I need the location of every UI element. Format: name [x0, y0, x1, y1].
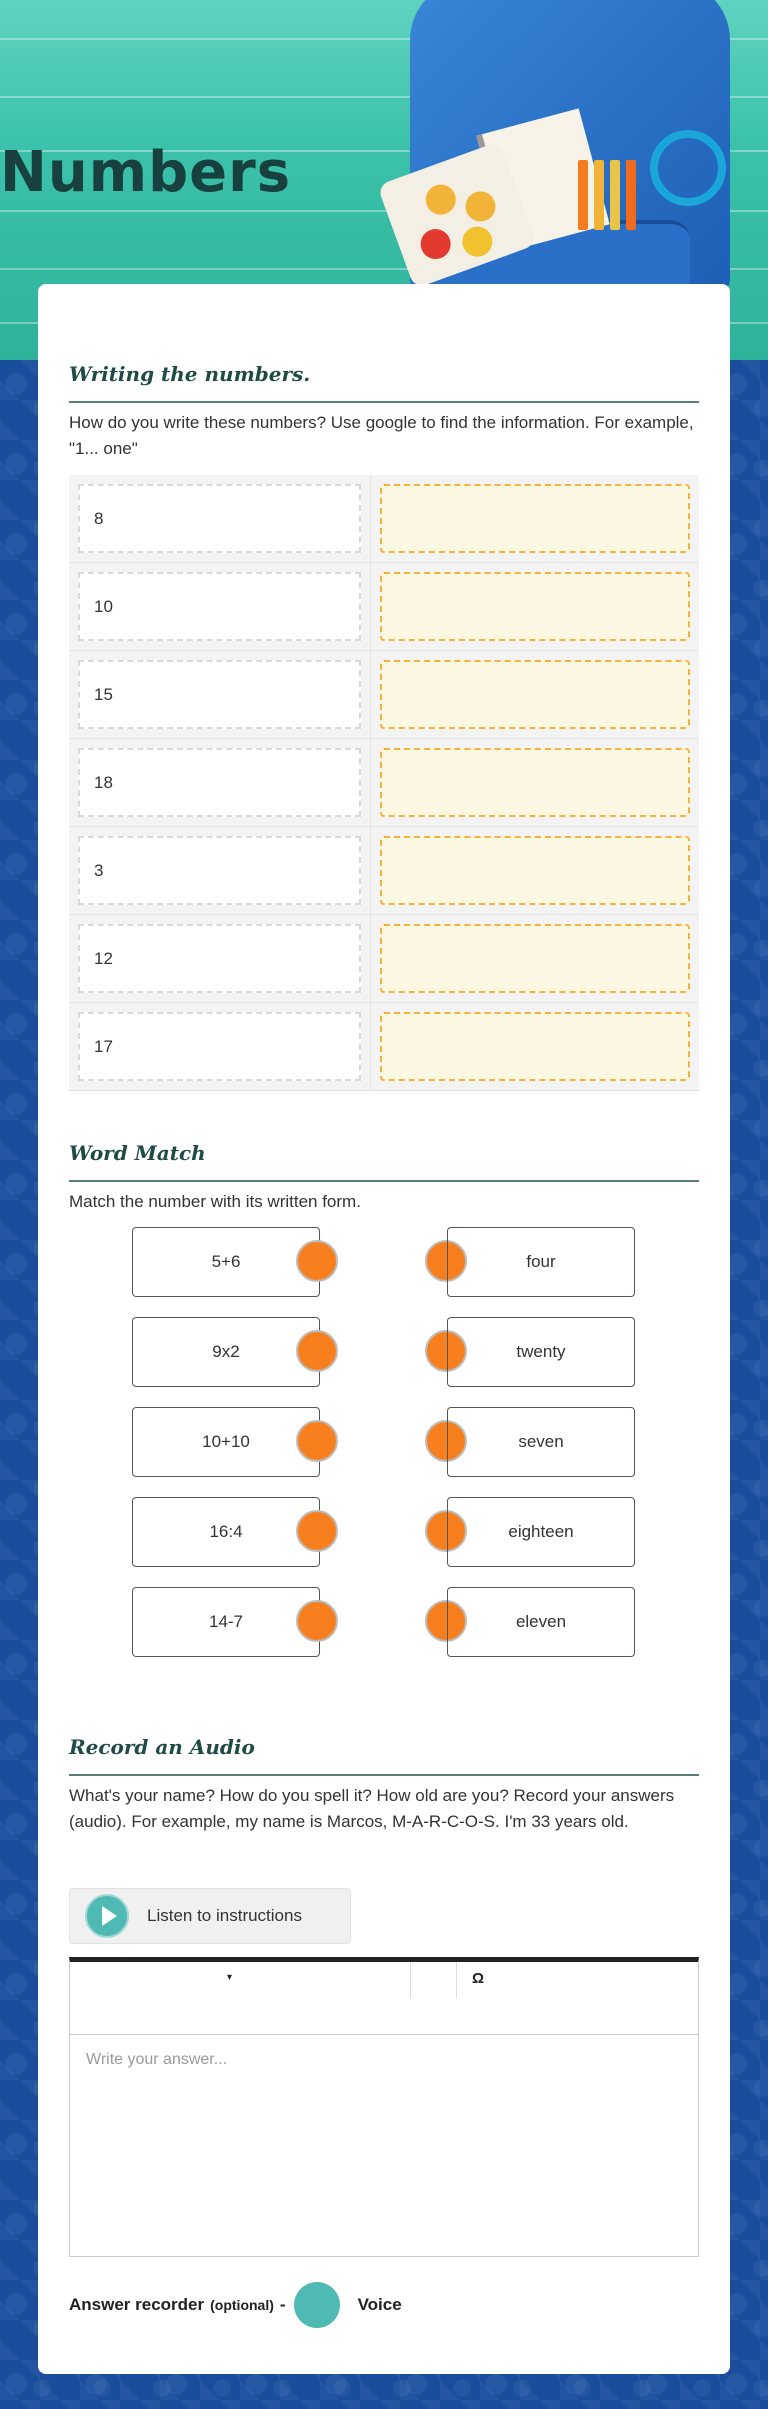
- section-title-record-audio: Record an Audio: [69, 1735, 255, 1759]
- match-connector-left[interactable]: [296, 1330, 338, 1372]
- answer-field[interactable]: [380, 924, 690, 993]
- number-cell: 18: [78, 748, 361, 817]
- table-row: [69, 827, 699, 915]
- number-cell: 10: [78, 572, 361, 641]
- page-title: Numbers: [0, 140, 292, 205]
- match-left-item[interactable]: 5+6: [132, 1227, 320, 1297]
- match-connector-left[interactable]: [296, 1510, 338, 1552]
- number-cell: 8: [78, 484, 361, 553]
- table-row: [69, 563, 699, 651]
- recorder-optional-label: (optional): [210, 2297, 274, 2313]
- match-pair-row: [132, 1587, 632, 1657]
- table-row: [69, 651, 699, 739]
- table-row: [69, 915, 699, 1003]
- answer-field[interactable]: [380, 572, 690, 641]
- match-connector-left[interactable]: [296, 1600, 338, 1642]
- answer-recorder: Answer recorder (optional) - Voice: [69, 2280, 402, 2330]
- section-divider: [69, 1180, 699, 1182]
- editor-toolbar: [70, 1962, 698, 2035]
- number-cell: 12: [78, 924, 361, 993]
- section-title-writing: Writing the numbers.: [69, 362, 311, 386]
- match-pair-row: [132, 1227, 632, 1297]
- match-left-item[interactable]: 16:4: [132, 1497, 320, 1567]
- format-dropdown-caret-icon[interactable]: ▾: [227, 1972, 233, 1983]
- answer-field[interactable]: [380, 1012, 690, 1081]
- section-divider: [69, 401, 699, 403]
- section-instructions-audio: What's your name? How do you spell it? How old are you? Record your answers (audio). For example, my name is Marcos, M-A-R-C-O-S. I'm 33 years old.: [69, 1786, 675, 1831]
- table-row: [69, 1003, 699, 1091]
- answer-textarea[interactable]: Write your answer...: [86, 2051, 228, 2068]
- match-left-item[interactable]: 14-7: [132, 1587, 320, 1657]
- scissors-illustration: [650, 130, 726, 206]
- match-left-item[interactable]: 10+10: [132, 1407, 320, 1477]
- recorder-label: Answer recorder: [69, 2295, 205, 2314]
- table-row: [69, 475, 699, 563]
- match-right-item[interactable]: eighteen: [447, 1497, 635, 1567]
- listen-instructions-button[interactable]: [69, 1888, 351, 1944]
- number-cell: 15: [78, 660, 361, 729]
- answer-field[interactable]: [380, 484, 690, 553]
- section-title-word-match: Word Match: [69, 1141, 206, 1165]
- answer-editor: [69, 1957, 699, 2257]
- record-button[interactable]: [294, 2282, 340, 2328]
- section-instructions-writing: How do you write these numbers? Use google to find the information. For example, "1... one": [69, 413, 694, 458]
- match-right-item[interactable]: twenty: [447, 1317, 635, 1387]
- answer-field[interactable]: [380, 748, 690, 817]
- number-cell: 3: [78, 836, 361, 905]
- table-row: [69, 739, 699, 827]
- match-connector-left[interactable]: [296, 1420, 338, 1462]
- match-left-item[interactable]: 9x2: [132, 1317, 320, 1387]
- match-right-item[interactable]: eleven: [447, 1587, 635, 1657]
- answer-field[interactable]: [380, 660, 690, 729]
- match-right-item[interactable]: four: [447, 1227, 635, 1297]
- recorder-voice-label: Voice: [357, 2295, 402, 2314]
- listen-label: Listen to instructions: [147, 1906, 302, 1925]
- answer-field[interactable]: [380, 836, 690, 905]
- match-pair-row: [132, 1497, 632, 1567]
- match-pair-row: [132, 1317, 632, 1387]
- special-character-icon[interactable]: Ω: [472, 1970, 485, 1987]
- match-connector-left[interactable]: [296, 1240, 338, 1282]
- number-cell: 17: [78, 1012, 361, 1081]
- worksheet-card: [38, 284, 730, 2374]
- numbers-table: [69, 475, 699, 1091]
- match-pair-row: [132, 1407, 632, 1477]
- match-right-item[interactable]: seven: [447, 1407, 635, 1477]
- play-icon: [85, 1894, 129, 1938]
- section-instructions-match: Match the number with its written form.: [69, 1192, 361, 1211]
- section-divider: [69, 1774, 699, 1776]
